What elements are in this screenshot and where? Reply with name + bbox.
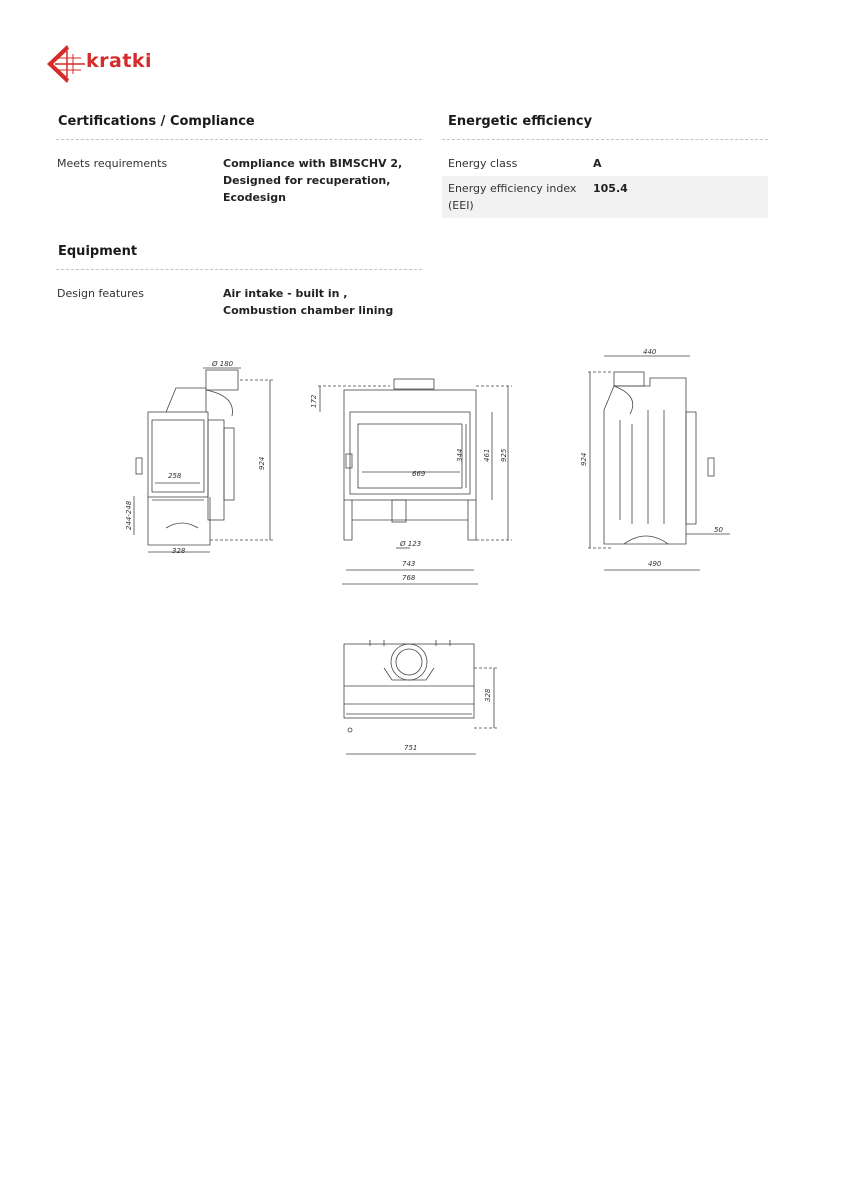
right-base-label: 490 [648,560,662,568]
eei-label: Energy efficiency index (EEI) [448,182,577,212]
front-view-drawing [318,379,512,584]
right-view-drawing [588,356,730,570]
front-w1-label: 743 [402,560,416,568]
top-depth-label: 328 [484,688,492,702]
right-offset-label: 50 [714,526,723,534]
equipment-title: Equipment [58,244,138,259]
brand-name: kratki [86,50,153,72]
top-view-drawing [344,640,498,754]
side-base-label: 328 [172,547,186,555]
side-height-label: 924 [258,456,266,470]
design-features-value: Air intake - built in , Combustion chamber lining [223,287,394,317]
right-depth-label: 440 [643,348,657,356]
side-air-range-label: 244-248 [125,500,133,530]
meets-requirements-value: Compliance with BIMSCHV 2, Designed for recuperation, Ecodesign [223,157,403,204]
front-top-label: 172 [310,394,318,408]
side-flue-label: Ø 180 [212,360,234,368]
front-air-label: Ø 123 [400,540,422,548]
design-features-label: Design features [57,287,144,300]
front-w2-label: 768 [402,574,416,582]
front-glass-height-label: 344 [456,448,464,462]
meets-requirements-label: Meets requirements [57,157,168,170]
top-width-label: 751 [404,744,418,752]
energy-class-label: Energy class [448,157,518,170]
right-height-label: 924 [580,452,588,466]
side-view-drawing [134,368,274,552]
front-h2-label: 925 [500,448,508,462]
eei-value: 105.4 [593,182,628,195]
certifications-title: Certifications / Compliance [58,114,255,129]
energy-class-value: A [593,157,602,170]
efficiency-title: Energetic efficiency [448,114,593,129]
front-glass-width-label: 669 [412,470,426,478]
front-h1-label: 461 [483,448,491,462]
side-glass-label: 258 [168,472,182,480]
